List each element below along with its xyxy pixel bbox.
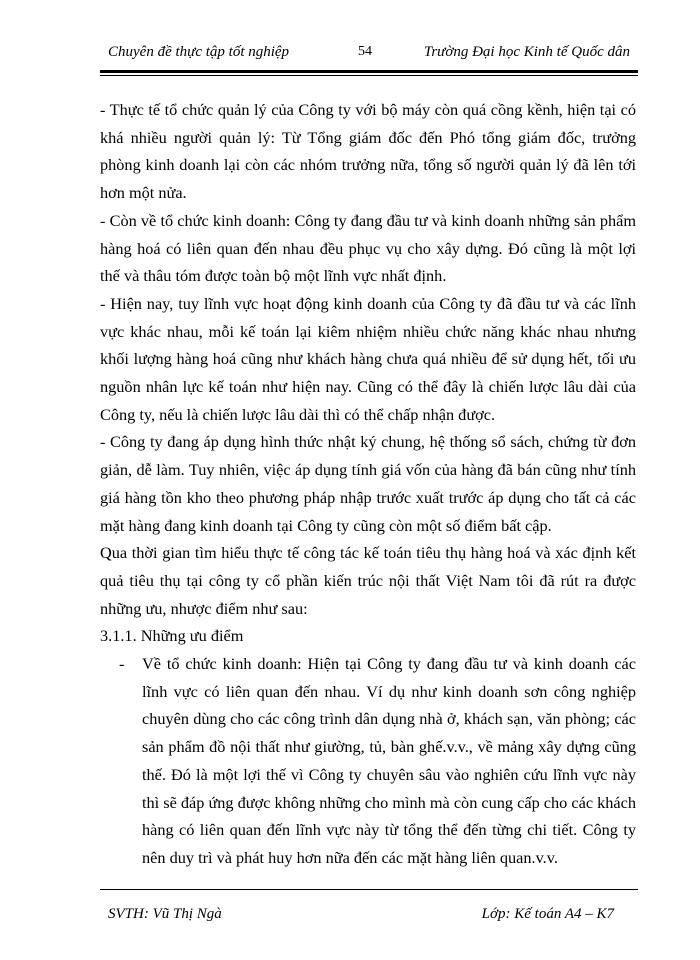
bullet-item-advantage: [100, 650, 636, 872]
paragraph-accounting-staff: - Hiện nay, tuy lĩnh vực hoạt động kinh doanh của Công ty đã đầu tư và các lĩnh vực khác nhau, mỗi kế toán lại kiêm nhiệm nhiều chức năng khác nhau nhưng khối lượng hàng hoá cũng như khách hàng chưa quá nhiều để sử dụng hết, tối ưu nguồn nhân lực kế toán như hiện nay. Cũng có thể đây là chiến lược lâu dài của Công ty, nếu là chiến lược lâu dài thì có thể chấp nhận được.: [100, 293, 636, 424]
paragraph-business-organization: - Còn về tổ chức kinh doanh: Công ty đang đầu tư và kinh doanh những sản phẩm hàng hoá có liên quan đến nhau đều phục vụ cho xây dựng. Đó cũng là một lợi thế và thâu tóm được toàn bộ một lĩnh vực nhất định.: [100, 210, 636, 286]
footer-rule: [100, 889, 638, 890]
header-document-title: Chuyên đề thực tập tốt nghiệp: [108, 44, 290, 60]
header-rule-thick: [100, 70, 638, 73]
paragraph-bookkeeping: - Công ty đang áp dụng hình thức nhật ký chung, hệ thống sổ sách, chứng từ đơn giản, dễ làm. Tuy nhiên, việc áp dụng tính giá vốn của hàng đã bán cũng như tính giá hàng tồn kho theo phương pháp nhập trước xuất trước áp dụng cho tất cả các mặt hàng đang kinh doanh tại Công ty cũng còn một số điểm bất cập.: [100, 432, 636, 535]
page-number: 54: [358, 44, 372, 59]
section-heading: 3.1.1. Những ưu điểm: [100, 626, 244, 646]
header-university-name: Trường Đại học Kinh tế Quốc dân: [423, 44, 630, 60]
paragraph-management: - Thực tế tổ chức quản lý của Công ty với bộ máy còn quá cồng kềnh, hiện tại có khá nhiều người quản lý: Từ Tổng giám đốc đến Phó tổng giám đốc, trưởng phòng kinh doanh lại còn các nhóm trưởng nữa, tổng số người quản lý đã lên tới hơn một nửa.: [100, 100, 636, 203]
footer-class-name: Lớp: Kế toán A4 – K7: [481, 906, 614, 922]
header-rule-thin: [100, 75, 638, 76]
page-header: [100, 40, 640, 66]
paragraph-intro-findings: Qua thời gian tìm hiểu thực tế công tác kế toán tiêu thụ hàng hoá và xác định kết quả tiêu thụ tại công ty cổ phần kiến trúc nội thất Việt Nam tôi đã rút ra được những ưu, nhược điểm như sau:: [100, 543, 636, 618]
bullet-marker: -: [119, 654, 125, 674]
footer-student-name: SVTH: Vũ Thị Ngà: [108, 906, 222, 922]
page-body: [100, 96, 636, 872]
bullet-text: Về tổ chức kinh doanh: Hiện tại Công ty đang đầu tư và kinh doanh các lĩnh vực có liên quan đến nhau. Ví dụ như kinh doanh sơn công nghiệp chuyên dùng cho các công trình dân dụng nhà ở, khách sạn, văn phòng; các sản phẩm đồ nội thất như giường, tủ, bàn ghế.v.v., về mảng xây dựng cũng thế. Đó là một lợi thế vì Công ty chuyên sâu vào nghiên cứu lĩnh vực này thì sẽ đáp ứng được không những cho mình mà còn cung cấp cho các khách hàng có liên quan đến lĩnh vực này từ tổng thể đến từng chi tiết. Công ty nên duy trì và phát huy hơn nữa đến các mặt hàng liên quan.v.v.: [142, 654, 636, 867]
